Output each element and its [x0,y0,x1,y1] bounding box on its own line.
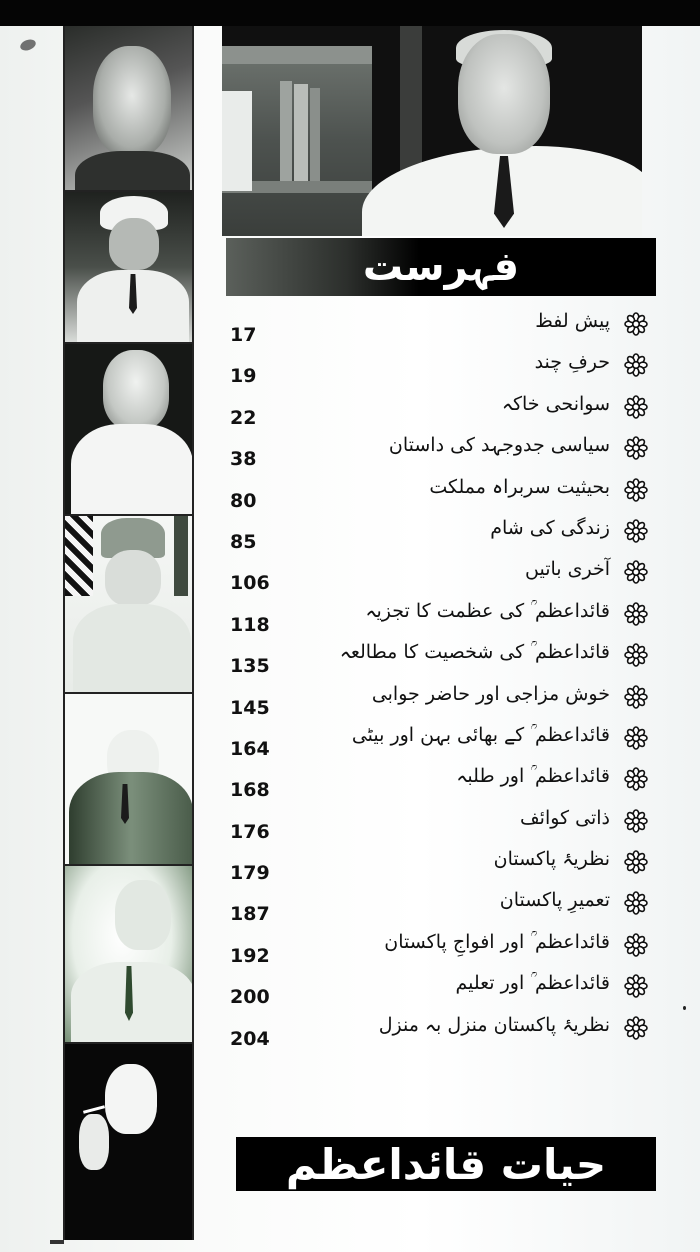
flower-bullet-icon [624,1016,648,1040]
toc-entry-title: قائداعظم ؒ کی عظمت کا تجزیہ [365,599,610,622]
toc-entry-title: ذاتی کوائف [520,806,610,829]
book [294,84,308,181]
toc-entry[interactable] [226,931,656,972]
book-title: حیات قائداعظم [285,1139,607,1189]
flower-bullet-icon [624,891,648,915]
toc-entry-title: خوش مزاجی اور حاضر جوابی [371,682,610,705]
toc-page-number: 176 [230,820,270,843]
toc-entry-title: قائداعظم ؒ اور تعلیم [455,972,610,995]
toc-entry[interactable] [226,848,656,889]
photo-portrait-in-suit [65,694,192,866]
toc-page-number: 85 [230,530,257,553]
toc-entry-title: قائداعظم ؒ اور افواجِ پاکستان [384,930,610,953]
toc-entry-title: بحیثیت سربراہ مملکت [429,475,610,498]
flower-bullet-icon [624,974,648,998]
book [280,81,292,181]
flower-bullet-icon [624,933,648,957]
paper-card [222,91,252,191]
toc-entry[interactable] [226,972,656,1013]
toc-entry-title: قائداعظم ؒ اور طلبہ [456,765,610,788]
toc-entry[interactable] [226,765,656,806]
toc-entry[interactable] [226,889,656,930]
flower-bullet-icon [624,395,648,419]
photo-portrait-close-up [65,26,192,192]
person-face [458,34,550,154]
toc-entry[interactable] [226,683,656,724]
toc-page-number: 106 [230,572,270,595]
flower-bullet-icon [624,436,648,460]
toc-page-number: 22 [230,406,257,429]
toc-entry-title: زندگی کی شام [490,516,610,539]
toc-entry-title: نظریۂ پاکستان منزل بہ منزل [378,1013,610,1036]
print-mark [50,1240,64,1244]
toc-page-number: 135 [230,655,270,678]
page-title: فہرست [362,244,520,290]
toc-entry-title: سیاسی جدوجہد کی داستان [388,434,610,457]
toc-entry-title: پیش لفظ [535,310,610,332]
flower-bullet-icon [624,519,648,543]
toc-page-number: 200 [230,986,270,1009]
title-banner [226,238,656,296]
flower-bullet-icon [624,478,648,502]
toc-entry-title: تعمیرِ پاکستان [499,889,610,912]
toc-entry[interactable] [226,310,656,351]
toc-entry[interactable] [226,724,656,765]
toc-entry-title: سوانحی خاکہ [501,392,610,415]
flower-bullet-icon [624,850,648,874]
photo-portrait-with-karakul-cap [65,516,192,694]
hero-photo [222,26,642,236]
toc-page-number: 38 [230,448,257,471]
toc-entry[interactable] [226,351,656,392]
toc-entry[interactable] [226,434,656,475]
flower-bullet-icon [624,685,648,709]
toc-page-number: 19 [230,365,257,388]
toc-entry[interactable] [226,558,656,599]
toc-page-number: 80 [230,489,257,512]
toc-page-number: 204 [230,1027,270,1050]
toc-entry-title: نظریۂ پاکستان [493,848,610,871]
toc-page-number: 187 [230,903,270,926]
toc-entry[interactable] [226,600,656,641]
toc-page-number: 145 [230,696,270,719]
photo-portrait-with-pith-helmet [65,192,192,344]
toc-entry-title: قائداعظم ؒ کے بھائی بہن اور بیٹی [351,723,610,746]
toc-entry-title: قائداعظم ؒ کی شخصیت کا مطالعہ [339,641,610,664]
flower-bullet-icon [624,353,648,377]
shelf-top [222,46,372,64]
toc-entry[interactable] [226,517,656,558]
toc-entry-title: حرفِ چند [534,351,610,374]
flower-bullet-icon [624,809,648,833]
book [310,88,320,181]
photo-portrait-in-suit-and-tie [65,866,192,1044]
toc-entry-title: آخری باتیں [525,558,610,581]
flower-bullet-icon [624,726,648,750]
toc-entry[interactable] [226,641,656,682]
print-speck [683,1006,686,1010]
toc-page-number: 118 [230,613,270,636]
table-of-contents [226,310,656,1055]
photo-portrait-smoking [65,1044,192,1240]
flower-bullet-icon [624,602,648,626]
toc-entry[interactable] [226,393,656,434]
flower-bullet-icon [624,643,648,667]
toc-page-number: 168 [230,779,270,802]
photo-portrait-elderly [65,344,192,516]
toc-entry[interactable] [226,476,656,517]
toc-page-number: 17 [230,324,257,346]
toc-page-number: 164 [230,737,270,760]
toc-entry[interactable] [226,1014,656,1055]
photo-strip [63,26,194,1240]
flower-bullet-icon [624,767,648,791]
flower-bullet-icon [624,312,648,336]
toc-page-number: 192 [230,944,270,967]
toc-entry[interactable] [226,807,656,848]
footer-banner [236,1137,656,1191]
flower-bullet-icon [624,560,648,584]
toc-page-number: 179 [230,862,270,885]
top-black-strip [0,0,700,26]
